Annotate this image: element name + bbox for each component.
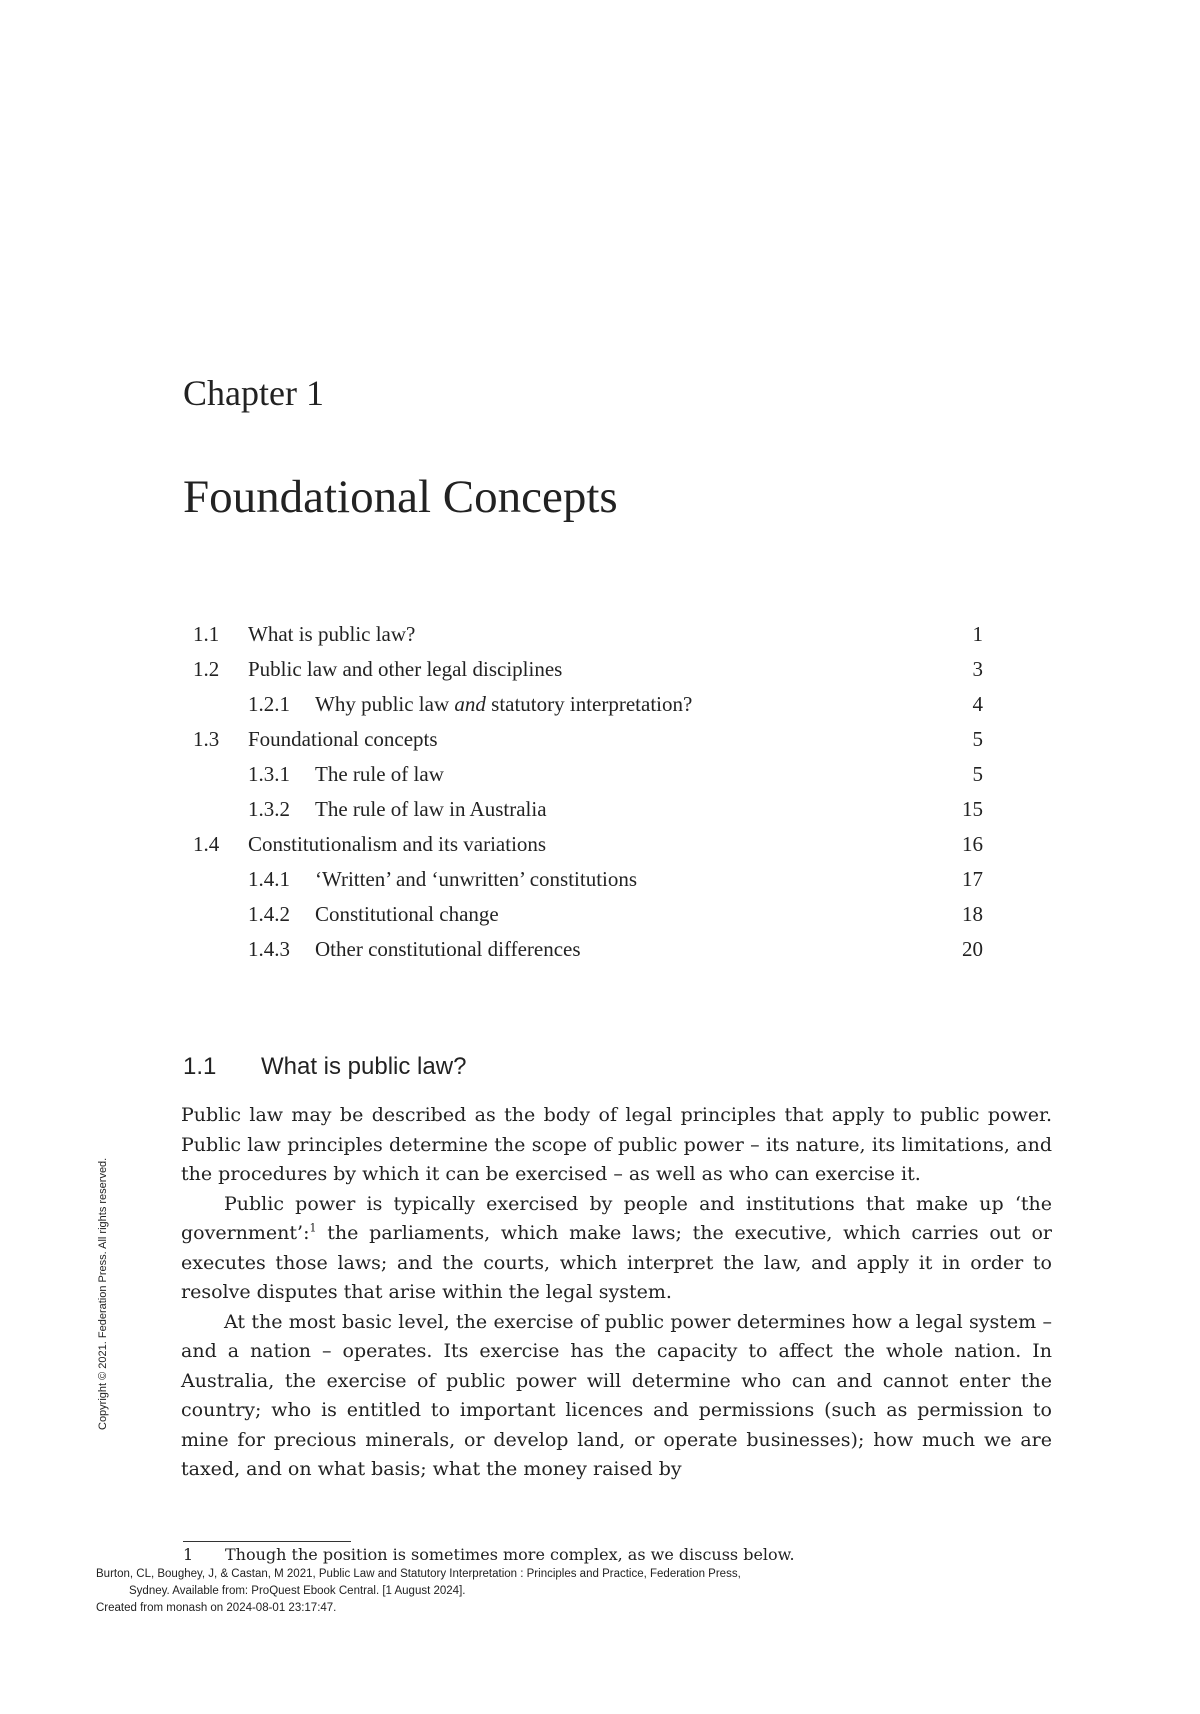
- table-of-contents: [193, 617, 983, 967]
- chapter-title: Foundational Concepts: [183, 471, 618, 523]
- toc-page: 3: [972, 657, 983, 681]
- paragraph: Public law may be described as the body of legal principles that apply to public power. Public law principles determine the scope of public power – its nature, its limitations, and the procedures by which it can be exercised – as well as who can exercise it.: [181, 1104, 1052, 1185]
- toc-number: 1.2: [193, 657, 220, 681]
- toc-title: The rule of law in Australia: [315, 797, 547, 821]
- toc-entry-1-1[interactable]: [193, 617, 983, 652]
- toc-number: 1.4: [193, 832, 220, 856]
- created-line: Created from monash on 2024-08-01 23:17:47.: [96, 1602, 337, 1614]
- toc-entry-1-4-3[interactable]: [193, 932, 983, 967]
- footnote-number: 1: [183, 1545, 194, 1564]
- toc-title: Constitutionalism and its variations: [248, 832, 547, 856]
- citation-line: Burton, CL, Boughey, J, & Castan, M 2021, Public Law and Statutory Interpretation : Principles and Practice, Federation Press,: [96, 1568, 741, 1580]
- toc-entry-1-4-2[interactable]: [193, 897, 983, 932]
- section-number: 1.1: [183, 1053, 217, 1080]
- toc-number: 1.3.1: [248, 762, 290, 786]
- footnote-reference[interactable]: 1: [309, 1221, 317, 1235]
- toc-title: What is public law?: [248, 622, 416, 646]
- chapter-label: Chapter 1: [183, 373, 324, 413]
- toc-number: 1.3.2: [248, 797, 290, 821]
- citation-watermark: [96, 1566, 741, 1617]
- section-title: What is public law?: [261, 1053, 467, 1080]
- paragraph: Public power is typically exercised by people and institutions that make up ‘the government’:$^1$ the parliaments, which make laws; the executive, which carries out or executes those laws; and the courts, which interpret the law, and apply it in order to resolve disputes that arise within the legal system.: [181, 1192, 1052, 1303]
- toc-number: 1.3: [193, 727, 220, 751]
- toc-entry-1-3[interactable]: [193, 722, 983, 757]
- toc-title: The rule of law: [315, 762, 444, 786]
- toc-page: 4: [972, 692, 983, 716]
- toc-number: 1.4.3: [248, 937, 290, 961]
- toc-entry-1-3-1[interactable]: [193, 757, 983, 792]
- toc-entry-1-3-2[interactable]: [193, 792, 983, 827]
- toc-page: 16: [962, 832, 983, 856]
- toc-entry-1-4-1[interactable]: [193, 862, 983, 897]
- toc-number: 1.1: [193, 622, 220, 646]
- toc-page: 20: [962, 937, 983, 961]
- toc-title: Public law and other legal disciplines: [248, 657, 563, 681]
- body-text: [181, 1101, 1052, 1485]
- footnote-text: Though the position is sometimes more complex, as we discuss below.: [225, 1545, 795, 1564]
- toc-title: Foundational concepts: [248, 727, 438, 751]
- toc-title: Other constitutional differences: [315, 937, 581, 961]
- toc-entry-1-2-1[interactable]: [193, 687, 983, 722]
- paragraph: At the most basic level, the exercise of public power determines how a legal system – and a nation – operates. Its exercise has the capacity to affect the whole nation. In Australia, the exercise of public power will determine who can and cannot enter the country; who is entitled to important licences and permissions (such as permission to mine for precious minerals, or develop land, or operate businesses); how much we are taxed, and on what basis; what the money raised by: [181, 1310, 1052, 1480]
- copyright-notice: Copyright © 2021. Federation Press. All rights reserved.: [97, 1157, 109, 1430]
- footnote-divider: [183, 1541, 351, 1542]
- toc-number: 1.4.1: [248, 867, 290, 891]
- toc-entry-1-4[interactable]: [193, 827, 983, 862]
- footnote: [183, 1545, 795, 1564]
- citation-line: Sydney. Available from: ProQuest Ebook Central. [1 August 2024].: [129, 1585, 466, 1597]
- toc-number: 1.4.2: [248, 902, 290, 926]
- toc-page: 18: [962, 902, 983, 926]
- toc-page: 15: [962, 797, 983, 821]
- toc-title: ‘Written’ and ‘unwritten’ constitutions: [315, 867, 638, 891]
- toc-page: 17: [962, 867, 983, 891]
- toc-title: Why public law and statutory interpretation?: [315, 692, 693, 716]
- toc-page: 1: [972, 622, 983, 646]
- toc-number: 1.2.1: [248, 692, 290, 716]
- toc-title: Constitutional change: [315, 902, 499, 926]
- toc-entry-1-2[interactable]: [193, 652, 983, 687]
- toc-page: 5: [972, 727, 983, 751]
- toc-page: 5: [972, 762, 983, 786]
